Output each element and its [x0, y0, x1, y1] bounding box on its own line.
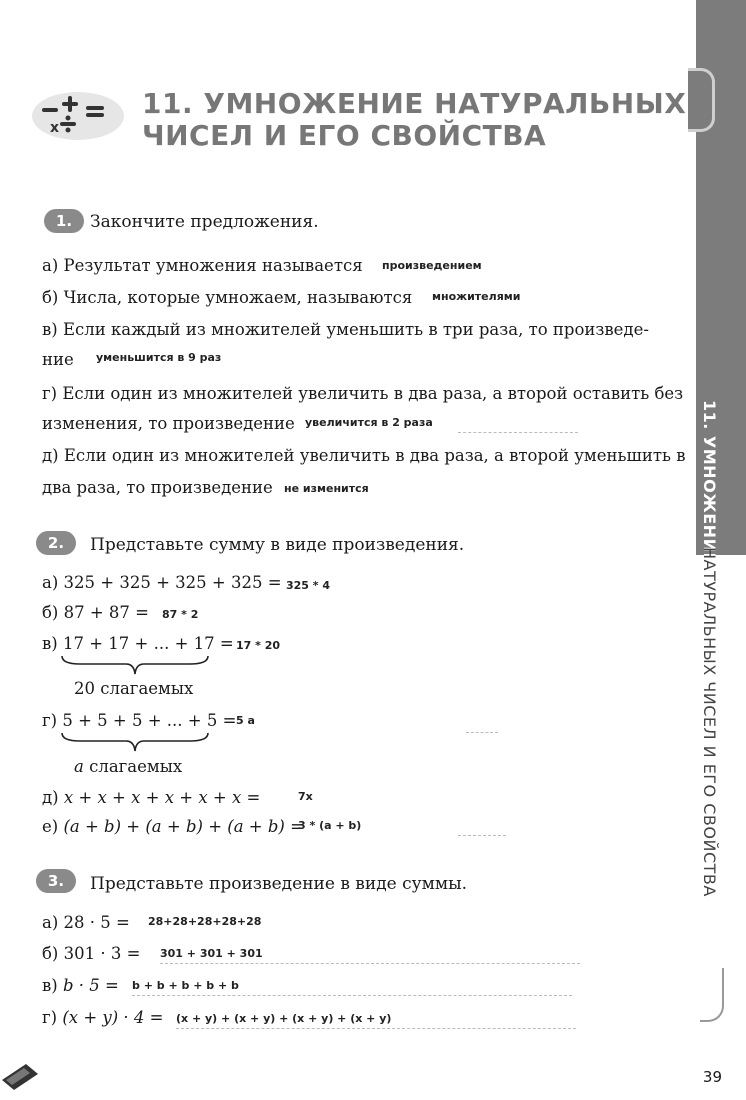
task2-item-f-label: е)	[42, 817, 59, 836]
task2-item-e	[42, 788, 260, 807]
page-number: 39	[702, 1068, 722, 1086]
task3-item-a-answer: 28+28+28+28+28	[148, 915, 262, 928]
task2-item-d-expr: 5 + 5 + 5 + ... + 5 =	[62, 711, 237, 730]
task2-badge: 2.	[36, 531, 76, 555]
task2-item-c-answer: 17 * 20	[236, 639, 281, 652]
task2-item-e-answer: 7x	[298, 790, 313, 803]
task3-item-a-label: а)	[42, 913, 59, 932]
task2-item-b-label: б)	[42, 603, 59, 622]
task2-item-d-label: г)	[42, 711, 58, 730]
task3-item-c-expr: b · 5 =	[62, 976, 119, 995]
brace-a-terms	[60, 731, 210, 753]
task1-prompt: Закончите предложения.	[90, 212, 319, 232]
task1-item-c-text1: в) Если каждый из множителей уменьшить в три раза, то произведе-	[42, 320, 649, 339]
task3-item-c	[42, 976, 119, 995]
task1-item-e-text1: д) Если один из множителей увеличить в два раза, а второй уменьшить в	[42, 446, 686, 465]
task2-item-c	[42, 634, 234, 653]
task2-item-e-label: д)	[42, 788, 59, 807]
side-tab-text-bold: 11. УМНОЖЕНИЕ	[700, 400, 719, 564]
task2-item-b-expr: 87 + 87 =	[63, 603, 150, 622]
task1-badge: 1.	[44, 209, 84, 233]
task3-item-c-answer: b + b + b + b + b	[132, 979, 239, 992]
task1-item-c-text2: ние	[42, 350, 74, 369]
task1-item-a-answer: произведением	[382, 259, 482, 272]
side-tab-text	[700, 400, 734, 960]
task3-badge: 3.	[36, 869, 76, 893]
task3-item-c-label: в)	[42, 976, 58, 995]
svg-text:x: x	[50, 120, 60, 136]
task2-item-c-label: в)	[42, 634, 58, 653]
task2-item-d	[42, 711, 236, 730]
task2-item-d-brace	[74, 757, 182, 776]
side-tab-notch	[688, 68, 715, 132]
task3-item-d-answer: (x + y) + (x + y) + (x + y) + (x + y)	[176, 1012, 392, 1025]
task3-item-b-expr: 301 · 3 =	[63, 944, 141, 963]
answer-line	[176, 1028, 576, 1029]
task2-item-c-expr: 17 + 17 + ... + 17 =	[62, 634, 234, 653]
side-tab-text-rest: НАТУРАЛЬНЫХ ЧИСЕЛ И ЕГО СВОЙСТВА	[700, 547, 719, 897]
task3-item-a	[42, 913, 130, 932]
brace-20-terms	[60, 654, 210, 676]
answer-line	[132, 995, 572, 996]
task2-item-a-label: а)	[42, 573, 59, 592]
task1-item-b-text: б) Числа, которые умножаем, называются	[42, 288, 413, 307]
answer-line	[466, 732, 498, 733]
task1-item-d-answer: увеличится в 2 раза	[305, 416, 433, 429]
task1-item-b-answer: множителями	[432, 290, 521, 303]
task2-prompt: Представьте сумму в виде произведения.	[90, 535, 465, 555]
task3-item-a-expr: 28 · 5 =	[63, 913, 130, 932]
task2-item-c-brace-label: 20 слагаемых	[74, 679, 194, 698]
task2-item-a-answer: 325 * 4	[286, 579, 331, 592]
task3-item-d-label: г)	[42, 1008, 58, 1027]
task2-item-d-brace-label: слагаемых	[89, 757, 183, 776]
task3-item-b-answer: 301 + 301 + 301	[160, 947, 263, 960]
page-title-line2: ЧИСЕЛ И ЕГО СВОЙСТВА	[142, 119, 547, 152]
answer-line	[458, 835, 506, 836]
task2-item-f-expr: (a + b) + (a + b) + (a + b) =	[63, 817, 304, 836]
corner-stamp-icon	[0, 1058, 40, 1092]
task2-item-a-expr: 325 + 325 + 325 + 325 =	[63, 573, 282, 592]
task2-item-d-brace-var: a	[74, 757, 84, 776]
task3-item-d	[42, 1008, 163, 1027]
task2-item-f-answer: 3 * (a + b)	[298, 819, 362, 832]
task1-item-a-text: а) Результат умножения называется	[42, 256, 363, 275]
task2-item-b	[42, 603, 149, 622]
task1-item-e-text2: два раза, то произведение	[42, 478, 273, 497]
task2-item-e-expr: x + x + x + x + x + x =	[63, 788, 261, 807]
answer-line	[160, 963, 580, 964]
task3-item-b	[42, 944, 140, 963]
task2-item-f	[42, 817, 304, 836]
task2-item-b-answer: 87 * 2	[162, 608, 199, 621]
task3-prompt: Представьте произведение в виде суммы.	[90, 874, 468, 894]
task1-item-d-text2: изменения, то произведение	[42, 414, 295, 433]
task1-item-d-text1: г) Если один из множителей увеличить в два раза, а второй оставить без	[42, 384, 684, 403]
page-title-line1: 11. УМНОЖЕНИЕ НАТУРАЛЬНЫХ	[142, 87, 687, 120]
task3-item-b-label: б)	[42, 944, 59, 963]
task2-item-d-answer: 5 a	[236, 714, 255, 727]
page-title	[142, 88, 686, 152]
task3-item-d-expr: (x + y) · 4 =	[62, 1008, 164, 1027]
task2-item-a	[42, 573, 282, 592]
answer-line	[458, 432, 578, 433]
math-operations-logo	[30, 84, 130, 148]
task1-item-c-answer: уменьшится в 9 раз	[96, 351, 222, 364]
task1-item-e-answer: не изменится	[284, 482, 369, 495]
side-tab-bracket	[700, 968, 724, 1022]
